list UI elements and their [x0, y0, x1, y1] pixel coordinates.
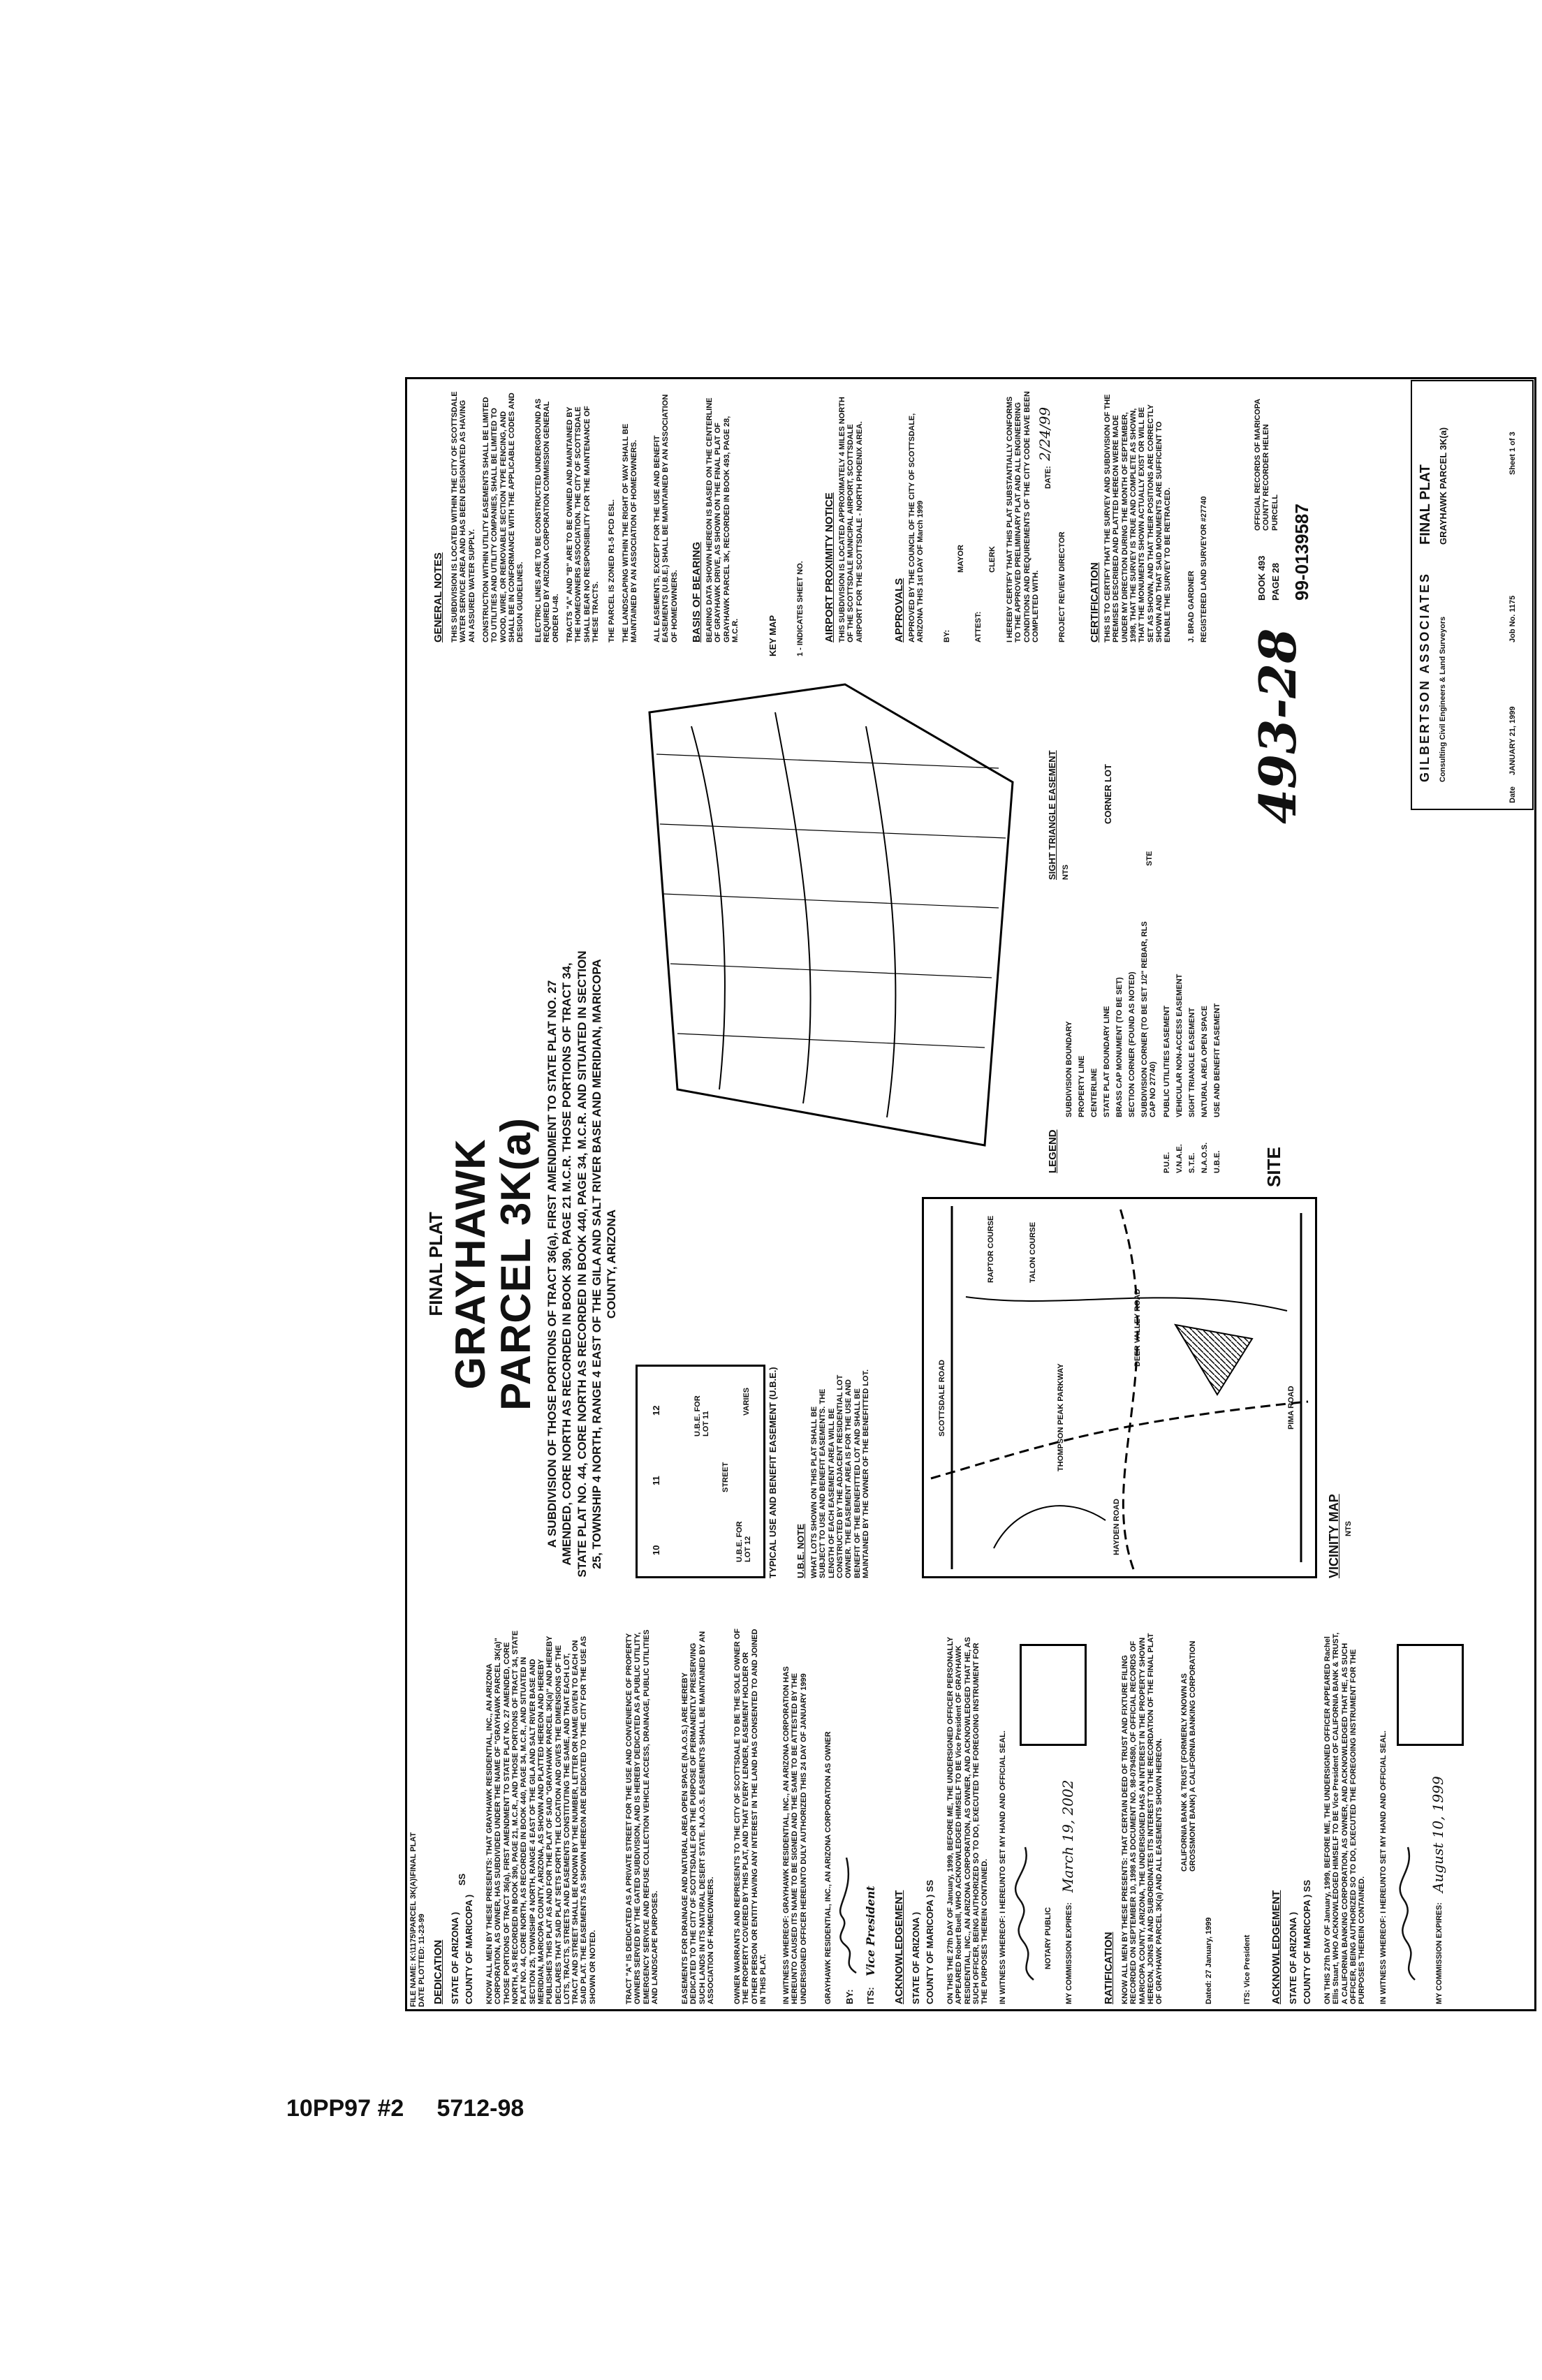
legend-abbr-4: U.B.E. [1213, 1150, 1221, 1173]
plat-description: A SUBDIVISION OF THOSE PORTIONS OF TRACT 36(a), FIRST AMENDMENT TO STATE PLAT NO. 27 AMENDED, CORE NORTH AS RECORDED IN BOOK 390, PAGE 21 M.C.R. THOSE PORTIONS OF TRACT 34, STATE PLAT NO. 44, CORE NORTH AS RECORDED IN BOOK 440, PAGE 34, M.C.R. AND SITUATED IN SECTION 25, TOWNSHIP 4 NORTH, RANGE 4 EAST OF THE GILA AND SALT RIVER BASE AND MERIDIAN, MARICOPA COUNTY, ARIZONA [545, 950, 618, 1578]
general-note-7: ALL EASEMENTS, EXCEPT FOR THE USE AND BENEFIT EASEMENTS (U.B.E.) SHALL BE MAINTAINED BY AN ASSOCIATION OF HOMEOWNERS. [653, 394, 679, 642]
ack2-state: STATE OF ARIZONA ) [1288, 1911, 1298, 2004]
legend-item-2: CENTERLINE [1090, 1068, 1099, 1117]
title-block-sheet-title: FINAL PLAT [1418, 464, 1433, 545]
dedication-signature [837, 1851, 862, 1976]
ratification-body: KNOW ALL MEN BY THESE PRESENTS: THAT CERTAIN DEED OF TRUST AND FIXTURE FILING RECORDED ON SEPTEMBER 10, 1998 AS DOCUMENT NO. 98-0794580, OF OFFICIAL RECORDS OF MARICOPA COUNTY, ARIZONA, THE UNDERSIGNED HAS AN INTEREST IN THE PROPERTY SHOWN HEREON, JOINS IN AND SUBORDINATES ITS INTEREST TO THE RECORDATION OF THE FINAL PLAT OF GRAYHAWK PARCEL 3K(a) AND ALL EASEMENTS SHOWN HEREON. [1121, 1633, 1164, 2004]
dedication-body: KNOW ALL MEN BY THESE PRESENTS: THAT GRAYHAWK RESIDENTIAL, INC., AN ARIZONA CORPORATION, AS OWNER, HAS SUBDIVIDED UNDER THE NAME OF "GRAYHAWK PARCEL 3K(a)" THOSE PORTIONS OF TRACT 36(a), FIRST AMENDMENT TO STATE PLAT NO. 27 AMENDED, CORE NORTH, AS RECORDED IN BOOK 390, PAGE 21, M.C.R., AND THOSE PORTIONS OF TRACT 34, STATE PLAT NO. 44, CORE NORTH, AS RECORDED IN BOOK 440, PAGE 34, M.C.R., AND SITUATED IN SECTION 25, TOWNSHIP 4 NORTH, RANGE 4 EAST OF THE GILA AND SALT RIVER BASE AND MERIDIAN, MARICOPA COUNTY, ARIZONA, AS SHOWN AND PLATTED HEREON AND HEREBY PUBLISHES THIS PLAT AS AND FOR THE PLAT OF SAID "GRAYHAWK PARCEL 3K(a)" AND HEREBY DECLARES THAT SAID PLAT SETS FORTH THE LOCATION AND GIVES THE DIMENSIONS OF THE LOTS, TRACTS, STREETS AND EASEMENTS CONSTITUTING THE SAME, AND THAT EACH LOT, TRACT AND STREET SHALL BE KNOWN BY THE NUMBER, LETTER OR NAME GIVEN TO EACH ON SAID PLAT. THE EASEMENTS AS SHOWN HEREON ARE DEDICATED TO THE CITY FOR THE USE AS SHOWN OR NOTED. [485, 1630, 597, 2004]
general-note-6: THE LANDSCAPING WITHIN THE RIGHT OF WAY SHALL BE MAINTAINED BY AN ASSOCIATION OF HOMEOWNERS. [622, 423, 639, 642]
ube-note-head: U.B.E. NOTE [795, 1523, 806, 1578]
bottom-stamp: 10PP97 #2 5712-98 [286, 2095, 524, 2122]
key-map-lots [636, 670, 1027, 1173]
rotated-plat-drawing [405, 377, 1536, 2011]
ack-notary-label: NOTARY PUBLIC [1044, 1907, 1052, 1969]
general-note-2: CONSTRUCTION WITHIN UTILITY EASEMENTS SHALL BE LIMITED TO UTILITIES AND UTILITY COMPANIES, SHALL BE LIMITED TO WOOD, WIRE, OR REMOVABLE SECTION TYPE FENCING, AND SHALL BE IN CONFORMANCE WITH THE APPLICABLE CODES AND DESIGN GUIDELINES. [482, 392, 525, 642]
sight-triangle-nts: NTS [1062, 865, 1070, 880]
title-block-firm-tag: Consulting Civil Engineers & Land Surveyors [1439, 616, 1447, 782]
title-block-sheet: Sheet 1 of 3 [1508, 432, 1517, 475]
dedication-its-value: Vice President [864, 1886, 877, 1976]
plat-kind: FINAL PLAT [425, 1212, 446, 1316]
approvals-heading: APPROVALS [893, 578, 905, 642]
ratification-heading: RATIFICATION [1103, 1932, 1115, 2004]
ube-lot-12: 12 [651, 1405, 661, 1416]
general-note-3: ELECTRIC LINES ARE TO BE CONSTRUCTED UNDERGROUND AS REQUIRED BY ARIZONA CORPORATION COMMISSION GENERAL ORDER U-48. [534, 398, 560, 642]
legend-item-3: STATE PLAT BOUNDARY LINE [1103, 1006, 1111, 1117]
corner-lot-label: CORNER LOT [1103, 764, 1113, 824]
vicinity-road-5: THOMPSON PEAK PARKWAY [1057, 1363, 1065, 1471]
ack-county: COUNTY OF MARICOPA ) SS [925, 1879, 935, 2004]
dedication-county: COUNTY OF MARICOPA ) [464, 1894, 474, 2004]
legend-item-1: PROPERTY LINE [1078, 1055, 1086, 1117]
airport-notice-heading: AIRPORT PROXIMITY NOTICE [823, 492, 835, 642]
key-map-sheet-note: 1 - INDICATES SHEET NO. [796, 561, 805, 656]
ack-commission: MY COMMISSION EXPIRES: [1065, 1902, 1073, 2004]
approvals-clerk: CLERK [988, 546, 997, 573]
ack2-commission-date: August 10, 1999 [1430, 1776, 1446, 1893]
plat-name: GRAYHAWK [447, 1138, 494, 1390]
vicinity-road-6: TALON COURSE [1029, 1221, 1037, 1283]
notary-seal [1020, 1644, 1087, 1746]
ack-commission-date: March 19, 2002 [1059, 1779, 1076, 1893]
approvals-attest: ATTEST: [974, 611, 983, 642]
dedication-owner-line: GRAYHAWK RESIDENTIAL, INC., AN ARIZONA CORPORATION AS OWNER [824, 1731, 832, 2004]
ube-for-lot-12: U.B.E. FOR LOT 12 [735, 1521, 753, 1562]
key-map-label: KEY MAP [768, 615, 778, 656]
plat-parcel: PARCEL 3K(a) [492, 1117, 539, 1411]
vicinity-label: VICINITY MAP [1327, 1494, 1341, 1578]
ube-varies: VARIES [742, 1387, 751, 1416]
basis-of-bearing-heading: BASIS OF BEARING [691, 541, 703, 642]
sight-triangle-title: SIGHT TRIANGLE EASEMENT [1047, 750, 1057, 880]
approvals-by: BY: [943, 629, 951, 642]
dedication-tract-note: TRACT "A" IS DEDICATED AS A PRIVATE STREET FOR THE USE AND CONVENIENCE OF PROPERTY OWNERS SERVED BY THE GATED SUBDIVISION, AND IS HEREBY DEDICATED AS A PUBLIC UTILITY, EMERGENCY SERVICE AND REFUSE COLLECTION VEHICLE ACCESS, DRAINAGE, PUBLIC UTILITIES AND LANDSCAPE PURPOSES. [625, 1629, 659, 2004]
legend-item-7: PUBLIC UTILITIES EASEMENT [1163, 1005, 1171, 1117]
legend-item-9: SIGHT TRIANGLE EASEMENT [1188, 1007, 1196, 1117]
legend-abbr-3: N.A.O.S. [1200, 1142, 1209, 1173]
dedication-state: STATE OF ARIZONA ) [450, 1911, 460, 2004]
ack2-commission: MY COMMISSION EXPIRES: [1435, 1902, 1444, 2004]
vicinity-site-label: SITE [1263, 1147, 1284, 1187]
legend-item-5: SECTION CORNER (FOUND AS NOTED) [1128, 971, 1136, 1117]
ube-lot-10: 10 [651, 1545, 661, 1555]
vicinity-road-4: DEER VALLEY ROAD [1133, 1288, 1142, 1367]
approvals-review-director: PROJECT REVIEW DIRECTOR [1058, 531, 1066, 642]
dedication-owner-warrant: OWNER WARRANTS AND REPRESENTS TO THE CITY OF SCOTTSDALE TO BE THE SOLE OWNER OF THE PROPERTY COVERED BY THIS PLAT, AND THAT EVERY LENDER, EASEMENT HOLDER OR OTHER PERSON OR ENTITY HAVING ANY INTEREST IN THE LAND HAS CONSENTED TO AND JOINED IN THIS PLAT. [733, 1628, 768, 2004]
certification-surveyor: J. BRAD GARDNER [1187, 571, 1196, 642]
ratification-its: ITS: Vice President [1243, 1934, 1251, 2004]
title-block-firm: GILBERTSON ASSOCIATES [1418, 571, 1432, 782]
notary-signature [1013, 1844, 1041, 1983]
approvals-mayor: MAYOR [957, 545, 965, 573]
vicinity-road-2: PIMA ROAD [1287, 1386, 1295, 1430]
ratification-dated: Dated: 27 January, 1999 [1205, 1917, 1213, 2004]
notary-seal-2 [1397, 1644, 1464, 1746]
sight-triangle-ste: STE [1145, 851, 1154, 866]
ube-title: TYPICAL USE AND BENEFIT EASEMENT (U.B.E.) [768, 1367, 778, 1578]
approvals-body: APPROVED BY THE COUNCIL OF THE CITY OF SCOTTSDALE, ARIZONA THIS 1st DAY OF March 1999 [908, 413, 925, 642]
ube-lot-11: 11 [651, 1476, 661, 1485]
ack2-witness: IN WITNESS WHEREOF: I HEREUNTO SET MY HAND AND OFFICIAL SEAL. [1379, 1731, 1388, 2004]
legend-heading: LEGEND [1047, 1129, 1059, 1173]
certification-body: THIS IS TO CERTIFY THAT THE SURVEY AND SUBDIVISION OF THE PREMISES DESCRIBED AND PLATTED HEREON WERE MADE UNDER MY DIRECTION DURING THE MONTH OF SEPTEMBER, 1998, THAT THE SURVEY IS TRUE AND COMPLETE AS SHOWN, THAT THE MONUMENTS SHOWN ACTUALLY EXIST OR WILL BE SET AS SHOWN, AND THAT THEIR POSITIONS ARE CORRECTLY SHOWN AND THAT SAID MONUMENTS ARE SUFFICIENT TO ENABLE THE SURVEY TO BE RETRACED. [1103, 394, 1173, 642]
recording-page: PAGE 28 [1270, 563, 1281, 601]
legend-abbr-0: P.U.E. [1163, 1152, 1171, 1173]
ack-state: STATE OF ARIZONA ) [911, 1911, 921, 2004]
recording-number: 99-0139587 [1291, 504, 1312, 601]
ack2-body: ON THIS 27th DAY OF January, 1999, BEFORE ME, THE UNDERSIGNED OFFICER APPEARED Rachel Ellis Stuart, WHO ACKNOWLEDGED HIMSELF TO BE Vice President OF CALIFORNIA BANK & TRUST, A CALIFORNIA BANKING CORPORATION, AS OWNER, AND ACKNOWLEDGED THAT HE, AS SUCH OFFICER, BEING AUTHORIZED SO TO DO, EXECUTED THE FOREGOING INSTRUMENT FOR THE PURPOSES THEREIN CONTAINED. [1323, 1632, 1367, 2004]
vicinity-road-1: SCOTTSDALE ROAD [938, 1360, 946, 1437]
airport-notice-body: THIS SUBDIVISION IS LOCATED APPROXIMATELY 4 MILES NORTH OF THE SCOTTSDALE MUNICIPAL AIRPORT, SCOTTSDALE AIRPORT FOR THE SCOTTSDALE - NORTH PHOENIX AREA. [838, 397, 864, 642]
legend-item-11: USE AND BENEFIT EASEMENT [1213, 1003, 1221, 1117]
vicinity-road-3: HAYDEN ROAD [1113, 1499, 1121, 1555]
dedication-easement-note: EASEMENTS FOR DRAINAGE AND NATURAL AREA OPEN SPACE (N.A.O.S.) ARE HEREBY DEDICATED TO THE CITY OF SCOTTSDALE FOR THE PURPOSE OF PERMANENTLY PRESERVING SUCH LANDS IN ITS NATURAL DESERT STATE. N.A.O.S. EASEMENTS SHALL BE MAINTAINED BY AN ASSOCIATION OF HOMEOWNERS. [681, 1631, 715, 2004]
general-note-4: TRACTS "A" AND "B" ARE TO BE OWNED AND MAINTAINED BY THE HOMEOWNERS ASSOCIATION. THE CITY OF SCOTTSDALE SHALL BEAR NO RESPONSIBILITY FOR THE MAINTENANCE OF THESE TRACTS. [566, 406, 600, 642]
ack2-signature [1397, 1844, 1422, 1983]
ube-for-lot-11: U.B.E. FOR LOT 11 [693, 1395, 711, 1437]
ube-street: STREET [721, 1462, 730, 1492]
approvals-date-value: 2/24/99 [1036, 406, 1053, 461]
certification-heading: CERTIFICATION [1089, 562, 1101, 642]
recording-book: BOOK 493 [1256, 555, 1267, 601]
legend-abbr-1: V.N.A.E. [1175, 1144, 1184, 1173]
legend-item-10: NATURAL AREA OPEN SPACE [1200, 1006, 1209, 1117]
ack-heading: ACKNOWLEDGEMENT [893, 1890, 905, 2004]
dedication-ss: SS [457, 1873, 467, 1886]
ack2-heading: ACKNOWLEDGEMENT [1270, 1890, 1282, 2004]
legend-item-0: SUBDIVISION BOUNDARY [1065, 1021, 1073, 1117]
recording-handwritten: 493-28 [1248, 628, 1307, 824]
legend-item-6: SUBDIVISION CORNER (TO BE SET 1/2" REBAR, RLS CAP NO 27740) [1140, 921, 1158, 1117]
vicinity-map [922, 1197, 1317, 1578]
dedication-witness: IN WITNESS WHEREOF: GRAYHAWK RESIDENTIAL, INC., AN ARIZONA CORPORATION HAS HEREUNTO CAUSED ITS NAME TO BE SIGNED AND THE SAME TO BE ATTESTED BY THE UNDERSIGNED OFFICER HEREUNTO DULY AUTHORIZED THIS 24 DAY OF JANUARY 1999 [782, 1666, 808, 2004]
general-notes-heading: GENERAL NOTES [432, 552, 444, 642]
approvals-date-label: DATE: [1044, 466, 1052, 489]
recording-stamp: OFFICIAL RECORDS OF MARICOPA COUNTY RECORDER HELEN PURCELL [1254, 399, 1279, 531]
vicinity-nts: NTS [1344, 1521, 1353, 1536]
dedication-by-label: BY: [844, 1989, 855, 2004]
dedication-heading: DEDICATION [432, 1939, 444, 2004]
file-header: FILE NAME: K:\1175\PARCEL 3K(A)\FINAL PLAT DATE PLOTTED: 11-23-99 [409, 1832, 427, 2007]
legend-item-4: BRASS CAP MONUMENT (TO BE SET) [1115, 977, 1124, 1117]
ube-note: WHAT LOTS SHOWN ON THIS PLAT SHALL BE SUBJECT TO USE AND BENEFIT EASEMENTS. THE LENGTH OF EACH EASEMENT AREA WILL BE CONSTRUCTED BY THE ADJACENT RESIDENTIAL LOT OWNER. THE EASEMENT AREA IS FOR THE USE AND BENEFIT OF THE BENEFITTED LOT AND SHALL BE MAINTAINED BY THE OWNER OF THE BENEFITTED LOT. [810, 1369, 870, 1578]
dedication-its-label: ITS: [865, 1987, 876, 2004]
legend-abbr-2: S.T.E. [1188, 1152, 1196, 1173]
title-block-date: JANUARY 21, 1999 [1508, 706, 1517, 775]
ack-body: ON THIS THE 27th DAY OF January, 1999, BEFORE ME, THE UNDERSIGNED OFFICER PERSONALLY APPEARED Robert Buell, WHO ACKNOWLEDGED HIMSELF TO BE Vice President OF GRAYHAWK RESIDENTIAL, INC., AN ARIZONA CORPORATION, AS OWNER, AND ACKNOWLEDGED THAT HE, AS SUCH OFFICER, BEING AUTHORIZED SO TO DO, EXECUTED THE FOREGOING INSTRUMENT FOR THE PURPOSES THEREIN CONTAINED. [946, 1636, 990, 2004]
ack2-county: COUNTY OF MARICOPA ) SS [1302, 1879, 1312, 2004]
approvals-cert: I HEREBY CERTIFY THAT THIS PLAT SUBSTANTIALLY CONFORMS TO THE APPROVED PRELIMINARY PLAT AND ALL ENGINEERING CONDITIONS AND REQUIREMENTS OF THE CITY CODE HAVE BEEN COMPLETED WITH. [1006, 391, 1040, 642]
key-map [636, 670, 1027, 1173]
title-block-project: GRAYHAWK PARCEL 3K(a) [1438, 427, 1448, 545]
title-block-date-label: Date [1508, 786, 1517, 803]
basis-of-bearing-body: BEARING DATA SHOWN HEREON IS BASED ON THE CENTERLINE OF GRAYHAWK DRIVE, AS SHOWN ON THE FINAL PLAT OF GRAYHAWK PARCEL 3K, RECORDED IN BOOK 493, PAGE 28, M.C.R. [705, 397, 740, 642]
ratification-bank: CALIFORNIA BANK & TRUST (FORMERLY KNOWN AS GROSSMONT BANK) A CALIFORNIA BANKING CORPORATION [1180, 1640, 1198, 1872]
ack-witness: IN WITNESS WHEREOF: I HEREUNTO SET MY HAND AND OFFICIAL SEAL. [999, 1731, 1007, 2004]
legend-item-8: VEHICULAR NON-ACCESS EASEMENT [1175, 974, 1184, 1117]
general-note-5: THE PARCEL IS ZONED R1-5 PCD ESL. [608, 499, 616, 642]
certification-rls: REGISTERED LAND SURVEYOR #27740 [1200, 496, 1208, 642]
ube-detail [636, 1365, 765, 1578]
general-note-1: THIS SUBDIVISION IS LOCATED WITHIN THE CITY OF SCOTTSDALE WATER SERVICE AREA AND HAS BEEN DESIGNATED AS HAVING AN ASSURED WATER SUPPLY. [450, 391, 476, 642]
title-block-job: Job No. 1175 [1508, 595, 1517, 642]
vicinity-road-7: RAPTOR COURSE [987, 1215, 995, 1283]
